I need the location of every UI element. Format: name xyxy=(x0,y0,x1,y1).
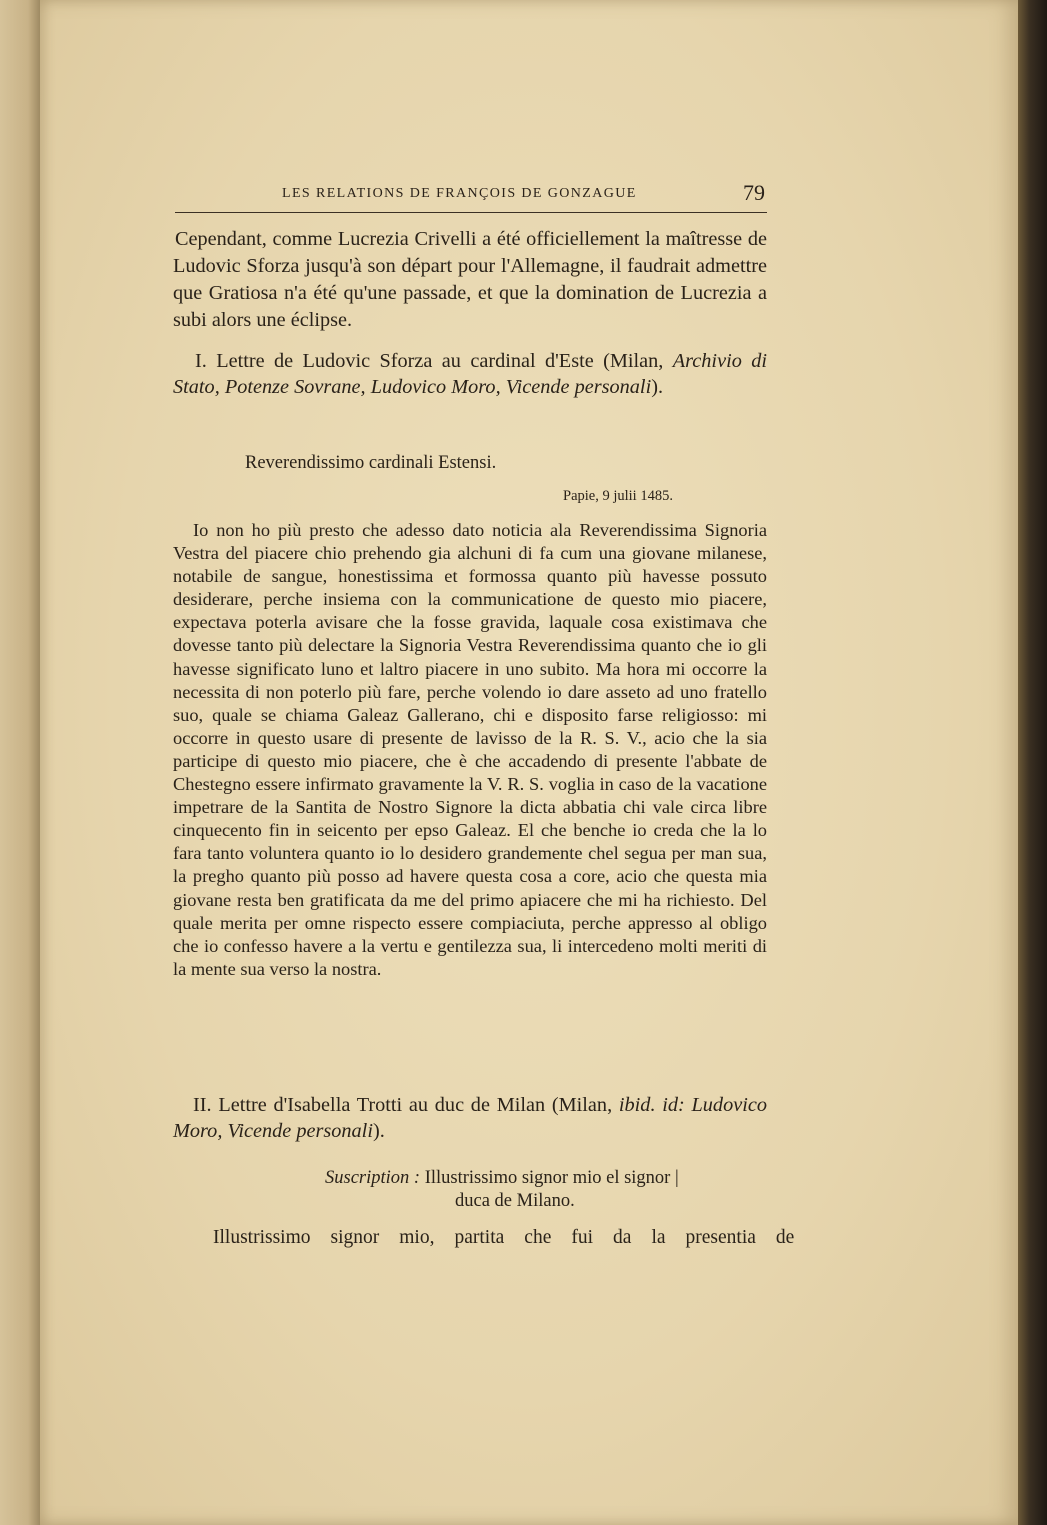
document-2-close: ). xyxy=(372,1120,385,1142)
subscription-label: Suscription : xyxy=(325,1168,421,1188)
document-1-close: ). xyxy=(651,376,664,398)
letter-body: Io non ho più presto che adesso dato noticia ala Reverendissima Signoria Vestra del piacere chio prehendo gia alchuni di fa cum una giovane milanese, notabile de sangue, honestissima et formossa quanto più havesse possuto desiderare, perche insiema con la communicatione de questo mio piacere, expectava poterla avisare che la fosse gravida, laquale cosa existimava che dovesse tanto più delectare la Signoria Vestra Reverendissima quanto che io gli havesse significato luno et laltro piacere in uno subito. Ma hora mi occorre la necessita di non poterlo più fare, perche volendo io dare asseto ad uno fratello suo, quale se chiama Galeaz Gallerano, chi e disposito farse religiosso: mi occorre in questo usare di presente de lavisso de la R. S. V., acio che la sia participe di questo mio piacere, che è che accadendo di presente l'abbate de Chestegno essere infirmato gravamente la V. R. S. voglia in caso de la vacatione impetrare de la Santita de Nostro Signore la dicta abbatia chi vale circa libre cinquecento fin in seicento per epso Galeaz. El che benche io creda che la lo fara tanto voluntera quanto io lo desidero grandemente chel segua per man sua, la pregho quanto più posso ad havere questa cosa a core, acio che questa mia giovane resta ben gratificata da me del primo apiacere che mi ha richiesto. Del quale merita per omne rispecto essere compiaciuta, perche appresso al obligo che io confesso havere a la vertu e gentilezza sua, li intercedeno molti meriti di la mente sua verso la nostra. xyxy=(173,520,767,979)
word: la xyxy=(651,1227,666,1248)
subscription-line-1: Illustrissimo signor mio el signor | xyxy=(424,1168,679,1188)
word: presentia xyxy=(685,1227,756,1248)
running-title: LES RELATIONS DE FRANÇOIS DE GONZAGUE xyxy=(282,186,637,201)
page-edge-shadow xyxy=(1018,0,1047,1525)
word: Illustrissimo xyxy=(213,1227,311,1248)
word: che xyxy=(524,1227,552,1248)
document-1-heading xyxy=(173,348,767,400)
document-2-title: II. Lettre d'Isabella Trotti au duc de Milan (Milan, xyxy=(193,1094,619,1116)
letter-addressee: Reverendissimo cardinali Estensi. xyxy=(245,453,497,473)
paragraph-intro: Cependant, comme Lucrezia Crivelli a été officiellement la maîtresse de Ludovic Sforza jusqu'à son départ pour l'Allemagne, il faudrait admettre que Gratiosa n'a été qu'une passade, et que la domination de Lucrezia a subi alors une éclipse. xyxy=(173,228,767,331)
word: signor xyxy=(330,1227,380,1248)
word: de xyxy=(775,1227,795,1248)
document-2-heading xyxy=(173,1092,767,1144)
word: mio, xyxy=(399,1227,435,1248)
word: da xyxy=(613,1227,632,1248)
document-1-title: I. Lettre de Ludovic Sforza au cardinal d'Este (Milan, xyxy=(195,350,673,372)
letter-2-opening xyxy=(173,1226,795,1250)
word: fui xyxy=(571,1227,594,1248)
letter-2-opening-line xyxy=(193,1226,795,1250)
adjacent-page-edge xyxy=(0,0,40,1525)
word: partita xyxy=(454,1227,505,1248)
subscription xyxy=(325,1167,679,1213)
page-number: 79 xyxy=(743,180,765,205)
running-head xyxy=(175,178,767,213)
document-1-source: Archivio di Stato, Potenze Sovrane, Ludovico Moro, Vicende personali xyxy=(173,350,768,398)
letter-dateline: Papie, 9 julii 1485. xyxy=(563,488,673,504)
subscription-line-2: duca de Milano. xyxy=(455,1191,575,1211)
document-2-source: ibid. id: Ludovico Moro, Vicende personali xyxy=(173,1094,767,1142)
